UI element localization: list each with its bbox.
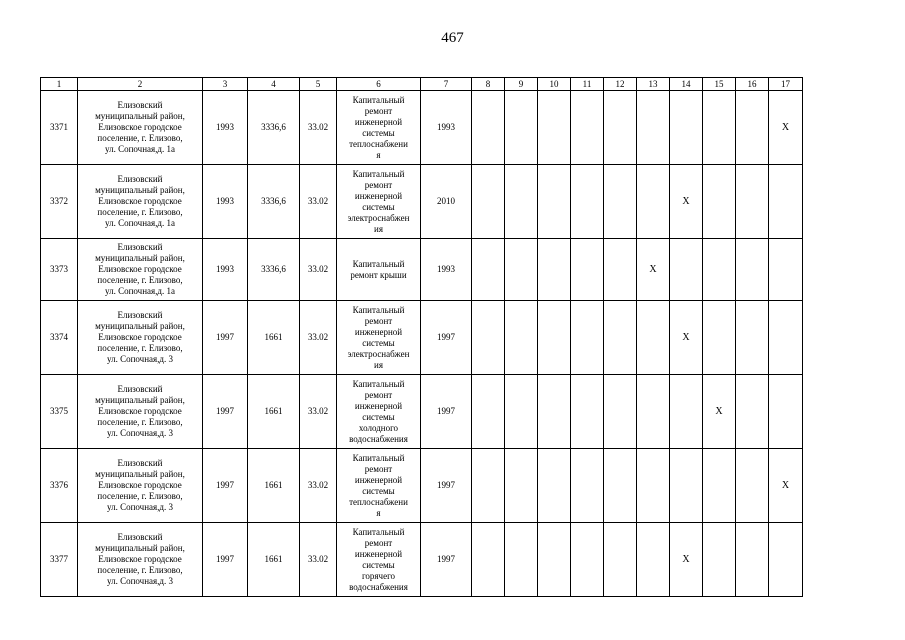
year-built-cell: 1997 (203, 301, 248, 375)
mark-cell (769, 375, 803, 449)
area-cell: 3336,6 (248, 91, 300, 165)
work-type-cell: Капитальный ремонт инженерной системы теплоснабжени я (337, 449, 421, 523)
mark-cell (538, 375, 571, 449)
mark-cell: X (769, 91, 803, 165)
row-number: 3376 (41, 449, 78, 523)
address-cell: Елизовский муниципальный район, Елизовское городское поселение, г. Елизово, ул. Сопочная,д. 3 (78, 449, 203, 523)
mark-cell (637, 301, 670, 375)
column-header: 3 (203, 78, 248, 91)
row-number: 3374 (41, 301, 78, 375)
mark-cell (538, 239, 571, 301)
mark-cell (505, 449, 538, 523)
mark-cell (472, 239, 505, 301)
mark-cell: X (637, 239, 670, 301)
column-header: 8 (472, 78, 505, 91)
mark-cell (571, 239, 604, 301)
column-header: 16 (736, 78, 769, 91)
area-cell: 3336,6 (248, 239, 300, 301)
work-year-cell: 1997 (421, 375, 472, 449)
column-header: 2 (78, 78, 203, 91)
mark-cell: X (670, 523, 703, 597)
mark-cell (703, 91, 736, 165)
mark-cell (670, 449, 703, 523)
work-year-cell: 1997 (421, 449, 472, 523)
row-number: 3373 (41, 239, 78, 301)
year-built-cell: 1997 (203, 523, 248, 597)
column-header: 6 (337, 78, 421, 91)
work-year-cell: 1997 (421, 301, 472, 375)
year-built-cell: 1993 (203, 91, 248, 165)
mark-cell (769, 239, 803, 301)
work-type-cell: Капитальный ремонт инженерной системы горячего водоснабжения (337, 523, 421, 597)
mark-cell (472, 165, 505, 239)
mark-cell (505, 91, 538, 165)
mark-cell (571, 449, 604, 523)
register-table (40, 77, 803, 597)
mark-cell (472, 449, 505, 523)
mark-cell (736, 375, 769, 449)
mark-cell (769, 523, 803, 597)
year-built-cell: 1993 (203, 165, 248, 239)
table-row (41, 239, 803, 301)
work-year-cell: 2010 (421, 165, 472, 239)
address-cell: Елизовский муниципальный район, Елизовское городское поселение, г. Елизово, ул. Сопочная,д. 1а (78, 165, 203, 239)
mark-cell (670, 239, 703, 301)
mark-cell (538, 301, 571, 375)
mark-cell (472, 523, 505, 597)
mark-cell (703, 301, 736, 375)
mark-cell (505, 523, 538, 597)
mark-cell (538, 449, 571, 523)
work-type-cell: Капитальный ремонт инженерной системы холодного водоснабжения (337, 375, 421, 449)
header-row (41, 78, 803, 91)
year-built-cell: 1997 (203, 375, 248, 449)
mark-cell (736, 449, 769, 523)
mark-cell (505, 239, 538, 301)
mark-cell (604, 523, 637, 597)
mark-cell (637, 375, 670, 449)
column-header: 14 (670, 78, 703, 91)
mark-cell (604, 449, 637, 523)
mark-cell (637, 449, 670, 523)
mark-cell (505, 375, 538, 449)
mark-cell (703, 165, 736, 239)
work-type-cell: Капитальный ремонт крыши (337, 239, 421, 301)
page-number: 467 (441, 30, 464, 46)
column-header: 13 (637, 78, 670, 91)
work-type-cell: Капитальный ремонт инженерной системы электроснабжен ия (337, 301, 421, 375)
mark-cell (703, 523, 736, 597)
area-cell: 1661 (248, 523, 300, 597)
table-row (41, 449, 803, 523)
row-number: 3377 (41, 523, 78, 597)
mark-cell (736, 523, 769, 597)
mark-cell (505, 165, 538, 239)
mark-cell (604, 165, 637, 239)
mark-cell (604, 375, 637, 449)
mark-cell (637, 523, 670, 597)
column-header: 5 (300, 78, 337, 91)
address-cell: Елизовский муниципальный район, Елизовское городское поселение, г. Елизово, ул. Сопочная,д. 3 (78, 375, 203, 449)
mark-cell (571, 523, 604, 597)
column-header: 10 (538, 78, 571, 91)
code-cell: 33.02 (300, 375, 337, 449)
table-row (41, 301, 803, 375)
row-number: 3372 (41, 165, 78, 239)
address-cell: Елизовский муниципальный район, Елизовское городское поселение, г. Елизово, ул. Сопочная,д. 1а (78, 91, 203, 165)
mark-cell (571, 375, 604, 449)
mark-cell: X (769, 449, 803, 523)
mark-cell (670, 375, 703, 449)
mark-cell (769, 165, 803, 239)
work-type-cell: Капитальный ремонт инженерной системы теплоснабжени я (337, 91, 421, 165)
mark-cell (736, 165, 769, 239)
mark-cell (571, 91, 604, 165)
address-cell: Елизовский муниципальный район, Елизовское городское поселение, г. Елизово, ул. Сопочная,д. 1а (78, 239, 203, 301)
mark-cell (604, 301, 637, 375)
mark-cell (472, 91, 505, 165)
table-row (41, 375, 803, 449)
area-cell: 3336,6 (248, 165, 300, 239)
mark-cell: X (670, 301, 703, 375)
mark-cell (736, 301, 769, 375)
address-cell: Елизовский муниципальный район, Елизовское городское поселение, г. Елизово, ул. Сопочная,д. 3 (78, 301, 203, 375)
work-year-cell: 1993 (421, 239, 472, 301)
work-year-cell: 1993 (421, 91, 472, 165)
mark-cell (637, 91, 670, 165)
column-header: 4 (248, 78, 300, 91)
mark-cell (736, 91, 769, 165)
mark-cell (538, 165, 571, 239)
area-cell: 1661 (248, 449, 300, 523)
area-cell: 1661 (248, 375, 300, 449)
area-cell: 1661 (248, 301, 300, 375)
mark-cell: X (703, 375, 736, 449)
code-cell: 33.02 (300, 449, 337, 523)
address-cell: Елизовский муниципальный район, Елизовское городское поселение, г. Елизово, ул. Сопочная,д. 3 (78, 523, 203, 597)
table-row (41, 523, 803, 597)
mark-cell (505, 301, 538, 375)
row-number: 3371 (41, 91, 78, 165)
mark-cell (604, 91, 637, 165)
column-header: 11 (571, 78, 604, 91)
code-cell: 33.02 (300, 165, 337, 239)
mark-cell (703, 449, 736, 523)
mark-cell (571, 165, 604, 239)
mark-cell (472, 301, 505, 375)
mark-cell (637, 165, 670, 239)
column-header: 7 (421, 78, 472, 91)
mark-cell (571, 301, 604, 375)
column-header: 15 (703, 78, 736, 91)
code-cell: 33.02 (300, 301, 337, 375)
column-header: 17 (769, 78, 803, 91)
year-built-cell: 1993 (203, 239, 248, 301)
column-header: 1 (41, 78, 78, 91)
code-cell: 33.02 (300, 91, 337, 165)
mark-cell (472, 375, 505, 449)
row-number: 3375 (41, 375, 78, 449)
mark-cell (703, 239, 736, 301)
table-row (41, 91, 803, 165)
mark-cell (670, 91, 703, 165)
work-year-cell: 1997 (421, 523, 472, 597)
mark-cell (604, 239, 637, 301)
mark-cell (736, 239, 769, 301)
column-header: 9 (505, 78, 538, 91)
table-row (41, 165, 803, 239)
code-cell: 33.02 (300, 523, 337, 597)
mark-cell (538, 91, 571, 165)
mark-cell (769, 301, 803, 375)
work-type-cell: Капитальный ремонт инженерной системы электроснабжен ия (337, 165, 421, 239)
column-header: 12 (604, 78, 637, 91)
year-built-cell: 1997 (203, 449, 248, 523)
mark-cell (538, 523, 571, 597)
mark-cell: X (670, 165, 703, 239)
code-cell: 33.02 (300, 239, 337, 301)
